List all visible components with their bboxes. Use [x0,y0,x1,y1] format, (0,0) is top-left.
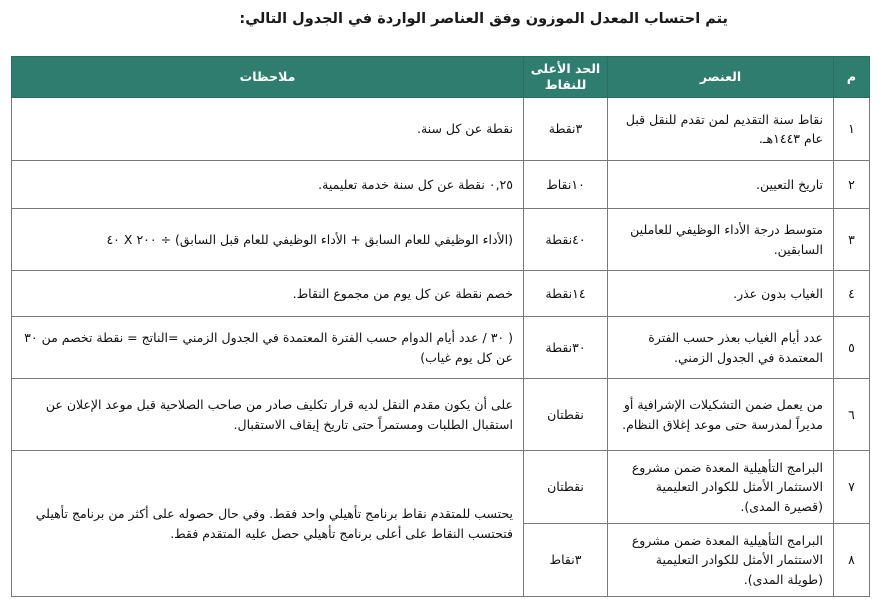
row-element: متوسط درجة الأداء الوظيفي للعاملين السابقين. [608,209,834,271]
table-row [12,98,870,161]
row-element: عدد أيام الغياب بعذر حسب الفترة المعتمدة في الجدول الزمني. [608,317,834,379]
row-num: ٦ [834,379,870,451]
row-notes: نقطة عن كل سنة. [12,98,524,161]
row-notes-merged: يحتسب للمتقدم نقاط برنامج تأهيلي واحد فقط. وفي حال حصوله على أكثر من برنامج تأهيلي فتحتسب النقاط على أعلى برنامج تأهيلي حصل عليه المتقدم فقط. [12,451,524,597]
row-element: البرامج التأهيلية المعدة ضمن مشروع الاستثمار الأمثل للكوادر التعليمية (طويلة المدى). [608,524,834,597]
row-num: ١ [834,98,870,161]
header-element: العنصر [608,57,834,98]
row-notes: (الأداء الوظيفي للعام السابق + الأداء الوظيفي للعام قبل السابق) ÷ ٢٠٠ X ٤٠ [12,209,524,271]
table-header-row [12,57,870,98]
row-notes: ٠,٢٥ نقطة عن كل سنة خدمة تعليمية. [12,161,524,209]
table-row [12,379,870,451]
row-max-points: ١٤نقطة [524,271,608,317]
row-max-points: ١٠نقاط [524,161,608,209]
row-num: ٢ [834,161,870,209]
row-max-points: ٣نقطة [524,98,608,161]
page-title: يتم احتساب المعدل الموزون وفق العناصر الواردة في الجدول التالي: [239,11,728,27]
table-row [12,451,870,524]
table-row [12,161,870,209]
header-max-points: الحد الأعلى للنقاط [524,57,608,98]
row-num: ٥ [834,317,870,379]
weighted-criteria-table [11,56,870,597]
row-max-points: ٣٠نقطة [524,317,608,379]
row-notes: خصم نقطة عن كل يوم من مجموع النقاط. [12,271,524,317]
row-notes: ( ٣٠ / عدد أيام الدوام حسب الفترة المعتمدة في الجدول الزمني =الناتج = نقطة تخصم من ٣٠ عن كل يوم غياب) [12,317,524,379]
row-notes: على أن يكون مقدم النقل لديه قرار تكليف صادر من صاحب الصلاحية قبل موعد الإعلان عن استقبال الطلبات ومستمراً حتى تاريخ إيقاف الاستقبال. [12,379,524,451]
row-num: ٧ [834,451,870,524]
row-element: نقاط سنة التقديم لمن تقدم للنقل قبل عام ١٤٤٣هـ. [608,98,834,161]
row-element: البرامج التأهيلية المعدة ضمن مشروع الاستثمار الأمثل للكوادر التعليمية (قصيرة المدى). [608,451,834,524]
table-row [12,317,870,379]
row-num: ٨ [834,524,870,597]
row-max-points: نقطتان [524,451,608,524]
row-element: من يعمل ضمن التشكيلات الإشرافية أو مديراً لمدرسة حتى موعد إغلاق النظام. [608,379,834,451]
table-row [12,271,870,317]
row-max-points: نقطتان [524,379,608,451]
row-num: ٤ [834,271,870,317]
row-max-points: ٣نقاط [524,524,608,597]
table-row [12,209,870,271]
row-max-points: ٤٠نقطة [524,209,608,271]
header-num: م [834,57,870,98]
header-notes: ملاحظات [12,57,524,98]
row-element: الغياب بدون عذر. [608,271,834,317]
row-element: تاريخ التعيين. [608,161,834,209]
row-num: ٣ [834,209,870,271]
